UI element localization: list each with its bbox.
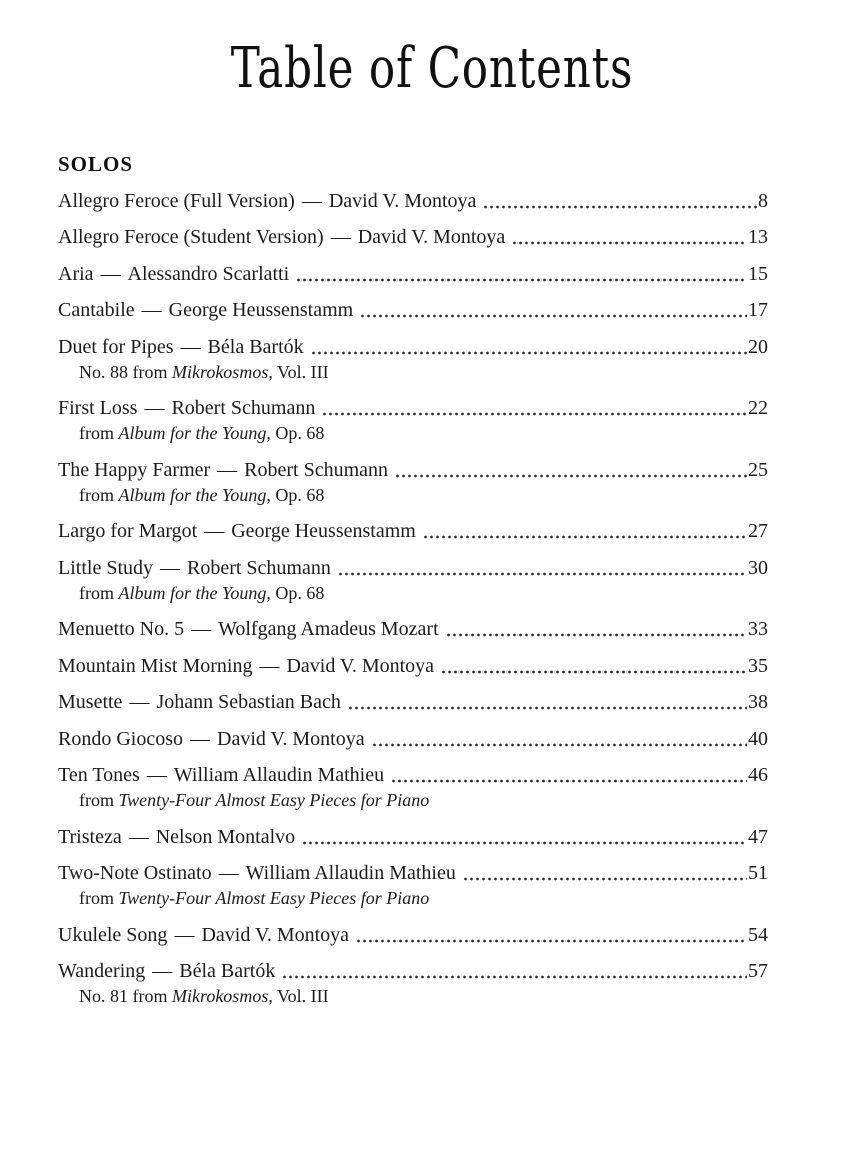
toc-entry-line bbox=[58, 655, 768, 678]
em-dash-separator: — bbox=[146, 764, 167, 786]
em-dash-separator: — bbox=[180, 335, 201, 358]
page-number: 38 bbox=[748, 691, 768, 713]
page-number: 30 bbox=[748, 556, 768, 579]
dot-leader bbox=[442, 669, 747, 675]
dot-leader bbox=[312, 350, 747, 356]
dot-leader bbox=[464, 876, 747, 882]
piece-title: Wandering bbox=[58, 960, 146, 982]
dot-leader bbox=[339, 571, 747, 577]
composer-name: Johann Sebastian Bach bbox=[156, 691, 341, 713]
piece-title: Ukulele Song bbox=[58, 923, 168, 946]
toc-entry bbox=[58, 924, 768, 947]
source-note bbox=[58, 484, 768, 507]
source-note bbox=[58, 887, 768, 910]
composer-name: Robert Schumann bbox=[244, 458, 389, 481]
piece-title: Ten Tones bbox=[58, 764, 140, 786]
composer-name: David V. Montoya bbox=[328, 189, 477, 212]
page-number: 22 bbox=[748, 397, 768, 419]
note-work-title: Twenty-Four Almost Easy Pieces for Piano bbox=[118, 888, 430, 908]
toc-entry bbox=[58, 960, 768, 1008]
composer-name: Robert Schumann bbox=[171, 397, 316, 419]
toc-entry bbox=[58, 397, 768, 445]
toc-entry bbox=[58, 691, 768, 714]
toc-entry-line bbox=[58, 226, 768, 249]
note-work-title: Mikrokosmos bbox=[172, 986, 269, 1006]
toc-entry bbox=[58, 655, 768, 678]
source-note bbox=[58, 422, 768, 445]
page-number: 33 bbox=[748, 618, 768, 640]
em-dash-separator: — bbox=[141, 299, 162, 321]
toc-entry-line bbox=[58, 728, 768, 751]
piece-title: Aria bbox=[58, 262, 94, 285]
em-dash-separator: — bbox=[259, 654, 280, 677]
toc-entry-line bbox=[58, 764, 768, 787]
page-number: 17 bbox=[748, 299, 768, 321]
toc-entry bbox=[58, 226, 768, 249]
note-prefix: from bbox=[79, 484, 119, 505]
composer-name: David V. Montoya bbox=[286, 654, 435, 677]
composer-name: Béla Bartók bbox=[207, 335, 304, 358]
toc-entry bbox=[58, 520, 768, 543]
composer-name: Wolfgang Amadeus Mozart bbox=[218, 618, 439, 640]
composer-name: David V. Montoya bbox=[357, 226, 506, 248]
note-prefix: No. 88 from bbox=[79, 361, 172, 382]
page-number: 15 bbox=[748, 262, 768, 285]
piece-title: Cantabile bbox=[58, 299, 135, 321]
em-dash-separator: — bbox=[218, 862, 239, 884]
piece-title: Two-Note Ostinato bbox=[58, 862, 212, 884]
toc-list bbox=[58, 190, 768, 1009]
em-dash-separator: — bbox=[100, 262, 121, 285]
note-suffix: , Vol. III bbox=[268, 986, 329, 1006]
piece-title: Allegro Feroce (Student Version) bbox=[58, 226, 324, 248]
note-prefix: from bbox=[79, 582, 119, 603]
page-number: 35 bbox=[748, 654, 768, 677]
source-note bbox=[58, 582, 768, 605]
page-number: 8 bbox=[758, 189, 768, 212]
source-note bbox=[58, 985, 768, 1008]
composer-name: Béla Bartók bbox=[179, 960, 276, 982]
composer-name: Alessandro Scarlatti bbox=[127, 262, 290, 285]
piece-title: Little Study bbox=[58, 556, 153, 579]
piece-title: The Happy Farmer bbox=[58, 458, 211, 481]
page-number: 51 bbox=[748, 862, 768, 884]
dot-leader bbox=[396, 473, 747, 479]
toc-entry-line bbox=[58, 299, 768, 322]
note-prefix: No. 81 from bbox=[79, 986, 172, 1006]
em-dash-separator: — bbox=[301, 189, 322, 212]
composer-name: Nelson Montalvo bbox=[155, 825, 296, 848]
em-dash-separator: — bbox=[191, 618, 212, 640]
toc-entry-line bbox=[58, 862, 768, 885]
piece-title: Allegro Feroce (Full Version) bbox=[58, 189, 295, 212]
note-prefix: from bbox=[79, 423, 119, 443]
dot-leader bbox=[392, 778, 747, 784]
dot-leader bbox=[303, 840, 747, 846]
page-number: 13 bbox=[748, 226, 768, 248]
em-dash-separator: — bbox=[190, 727, 210, 750]
dot-leader bbox=[513, 240, 747, 246]
dot-leader bbox=[361, 313, 747, 319]
toc-entry-line bbox=[58, 520, 768, 543]
toc-entry bbox=[58, 459, 768, 507]
toc-entry-line bbox=[58, 263, 768, 286]
note-prefix: from bbox=[79, 888, 119, 908]
toc-entry-line bbox=[58, 397, 768, 420]
piece-title: Tristeza bbox=[58, 825, 122, 848]
composer-name: David V. Montoya bbox=[217, 727, 365, 750]
source-note bbox=[58, 361, 768, 384]
page-number: 27 bbox=[748, 520, 768, 542]
dot-leader bbox=[323, 411, 747, 417]
toc-entry-line bbox=[58, 459, 768, 482]
toc-entry bbox=[58, 764, 768, 812]
toc-entry-line bbox=[58, 691, 768, 714]
em-dash-separator: — bbox=[128, 825, 149, 848]
toc-entry bbox=[58, 190, 768, 213]
composer-name: George Heussenstamm bbox=[231, 520, 416, 542]
page-title: Table of Contents bbox=[230, 36, 634, 101]
note-work-title: Album for the Young bbox=[118, 484, 267, 505]
page-number: 46 bbox=[748, 764, 768, 786]
note-suffix: , Op. 68 bbox=[266, 582, 325, 603]
toc-entry bbox=[58, 557, 768, 605]
dot-leader bbox=[424, 534, 747, 540]
composer-name: George Heussenstamm bbox=[168, 299, 354, 321]
note-suffix: , Vol. III bbox=[268, 361, 329, 382]
em-dash-separator: — bbox=[144, 397, 165, 419]
em-dash-separator: — bbox=[174, 923, 195, 946]
piece-title: Duet for Pipes bbox=[58, 335, 174, 358]
composer-name: Robert Schumann bbox=[187, 556, 331, 579]
toc-entry-line bbox=[58, 336, 768, 359]
toc-entry bbox=[58, 862, 768, 910]
dot-leader bbox=[447, 632, 747, 638]
em-dash-separator: — bbox=[129, 691, 150, 713]
em-dash-separator: — bbox=[152, 960, 173, 982]
page-number: 47 bbox=[748, 825, 768, 848]
toc-entry-line bbox=[58, 557, 768, 580]
em-dash-separator: — bbox=[204, 520, 225, 542]
dot-leader bbox=[349, 705, 747, 711]
source-note bbox=[58, 789, 768, 812]
section-heading-solos: SOLOS bbox=[58, 152, 134, 176]
dot-leader bbox=[283, 974, 747, 980]
piece-title: Rondo Giocoso bbox=[58, 727, 183, 750]
em-dash-separator: — bbox=[330, 226, 351, 248]
toc-entry bbox=[58, 299, 768, 322]
em-dash-separator: — bbox=[160, 556, 180, 579]
page-number: 57 bbox=[748, 960, 768, 982]
toc-entry bbox=[58, 263, 768, 286]
page-number: 25 bbox=[748, 458, 768, 481]
note-suffix: , Op. 68 bbox=[266, 484, 325, 505]
em-dash-separator: — bbox=[217, 458, 238, 481]
toc-entry-line bbox=[58, 924, 768, 947]
page-number: 40 bbox=[748, 727, 768, 750]
composer-name: William Allaudin Mathieu bbox=[173, 764, 385, 786]
toc-entry-line bbox=[58, 826, 768, 849]
note-suffix: , Op. 68 bbox=[266, 423, 325, 443]
composer-name: David V. Montoya bbox=[201, 923, 350, 946]
note-prefix: from bbox=[79, 790, 119, 810]
dot-leader bbox=[484, 204, 757, 210]
note-work-title: Album for the Young bbox=[118, 423, 267, 443]
toc-entry bbox=[58, 618, 768, 641]
composer-name: William Allaudin Mathieu bbox=[245, 862, 456, 884]
toc-entry bbox=[58, 826, 768, 849]
toc-entry bbox=[58, 336, 768, 384]
toc-entry-line bbox=[58, 190, 768, 213]
piece-title: First Loss bbox=[58, 397, 138, 419]
dot-leader bbox=[373, 742, 747, 748]
piece-title: Musette bbox=[58, 691, 123, 713]
dot-leader bbox=[297, 277, 747, 283]
piece-title: Largo for Margot bbox=[58, 520, 198, 542]
toc-entry-line bbox=[58, 960, 768, 983]
dot-leader bbox=[357, 938, 747, 944]
page-number: 20 bbox=[748, 335, 768, 358]
page-number: 54 bbox=[748, 923, 768, 946]
toc-entry bbox=[58, 728, 768, 751]
piece-title: Mountain Mist Morning bbox=[58, 654, 253, 677]
note-work-title: Mikrokosmos bbox=[172, 361, 269, 382]
toc-entry-line bbox=[58, 618, 768, 641]
piece-title: Menuetto No. 5 bbox=[58, 618, 185, 640]
note-work-title: Album for the Young bbox=[118, 582, 267, 603]
note-work-title: Twenty-Four Almost Easy Pieces for Piano bbox=[118, 790, 430, 810]
